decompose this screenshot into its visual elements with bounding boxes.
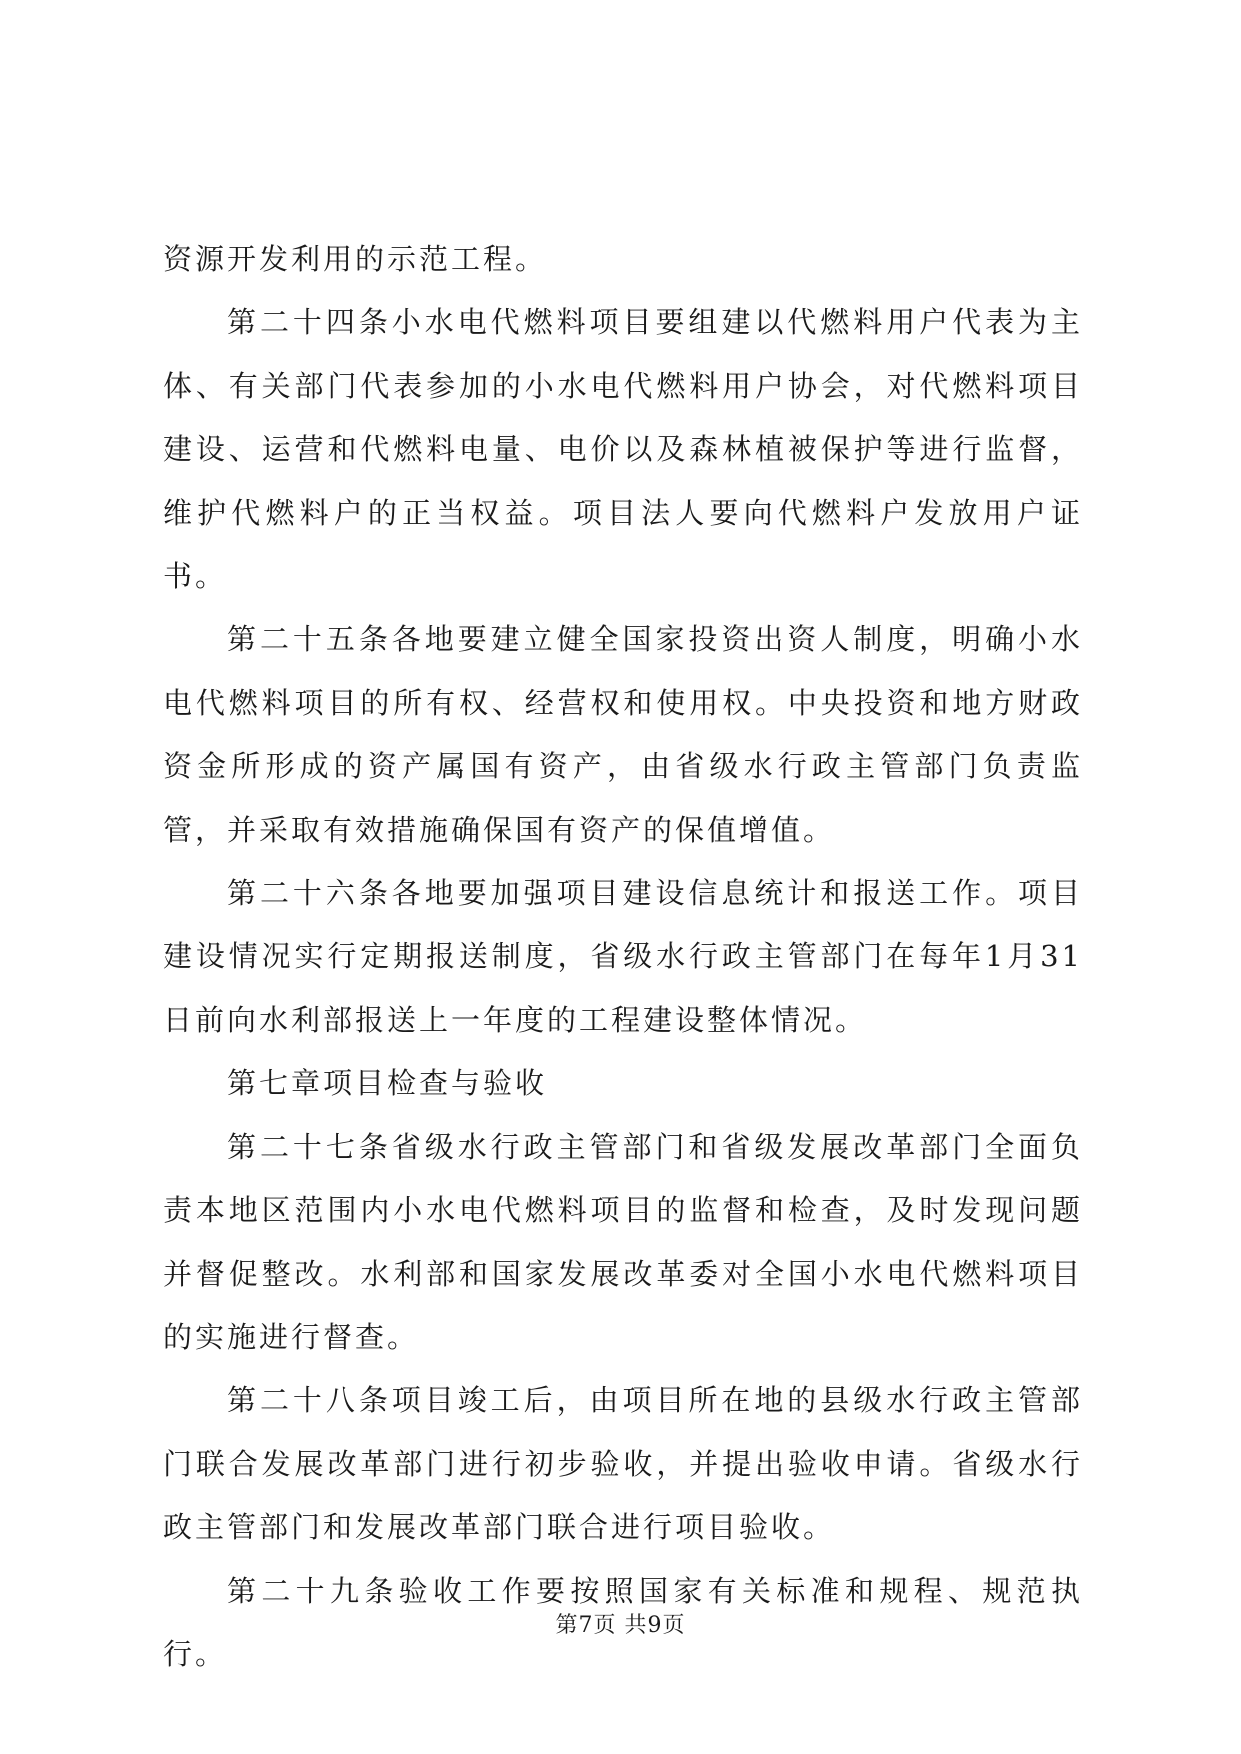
paragraph-article-29: 第二十九条验收工作要按照国家有关标准和规程、规范执行。 — [163, 1573, 1083, 1671]
paragraph-article-26: 第二十六条各地要加强项目建设信息统计和报送工作。项目建设情况实行定期报送制度，省级水行政主管部门在每年1月31日前向水利部报送上一年度的工程建设整体情况。 — [163, 876, 1083, 1037]
page-footer: 第7页 共9页 — [555, 1613, 686, 1638]
paragraph-article-28: 第二十八条项目竣工后，由项目所在地的县级水行政主管部门联合发展改革部门进行初步验收，并提出验收申请。省级水行政主管部门和发展改革部门联合进行项目验收。 — [163, 1383, 1083, 1545]
paragraph-article-24: 第二十四条小水电代燃料项目要组建以代燃料用户代表为主体、有关部门代表参加的小水电代燃料用户协会，对代燃料项目建设、运营和代燃料电量、电价以及森林植被保护等进行监督，维护代燃料户的正当权益。项目法人要向代燃料户发放用户证书。 — [163, 305, 1083, 594]
chapter-heading: 第七章项目检查与验收 — [227, 1066, 548, 1101]
paragraph-continuation: 资源开发利用的示范工程。 — [163, 242, 548, 276]
document-body — [163, 228, 1083, 1686]
paragraph-article-25: 第二十五条各地要建立健全国家投资出资人制度，明确小水电代燃料项目的所有权、经营权和使用权。中央投资和地方财政资金所形成的资产属国有资产，由省级水行政主管部门负责监管，并采取有效措施确保国有资产的保值增值。 — [163, 622, 1083, 847]
paragraph-article-27: 第二十七条省级水行政主管部门和省级发展改革部门全面负责本地区范围内小水电代燃料项目的监督和检查，及时发现问题并督促整改。水利部和国家发展改革委对全国小水电代燃料项目的实施进行督查。 — [163, 1129, 1083, 1354]
